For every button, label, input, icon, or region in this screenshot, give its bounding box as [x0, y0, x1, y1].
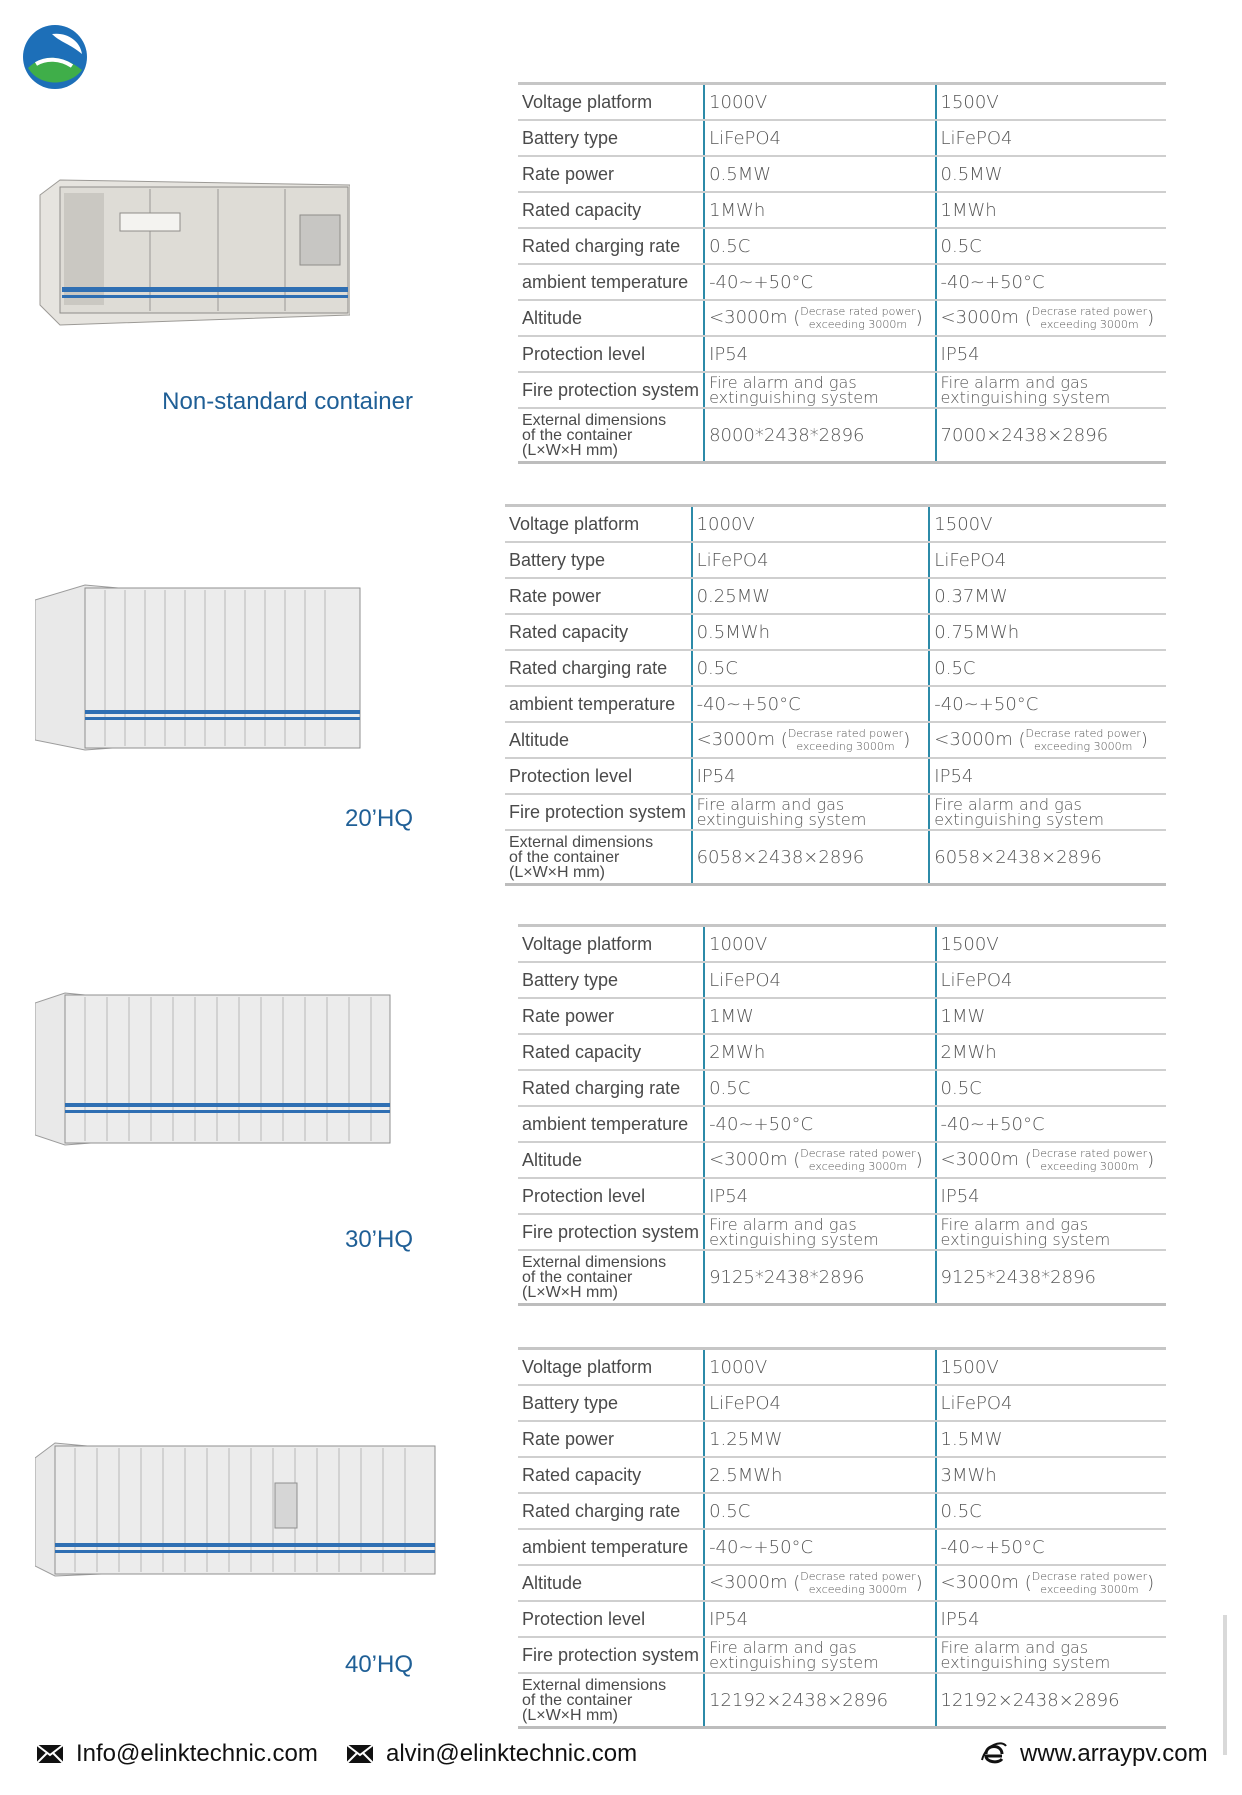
table-row: Battery type LiFePO4 LiFePO4 — [518, 120, 1166, 156]
table-row: Fire protection system Fire alarm and gas extinguishing system Fire alarm and gas extinguishing system — [505, 794, 1166, 830]
email-link[interactable]: alvin@elinktechnic.com — [386, 1740, 638, 1767]
footer — [0, 1732, 1242, 1782]
caption-20hq: 20’HQ — [344, 805, 413, 832]
table-row: Protection level IP54 IP54 — [518, 1601, 1166, 1637]
container-image-non-standard — [30, 175, 350, 330]
footer-website[interactable] — [980, 1740, 1208, 1768]
table-row: Fire protection system Fire alarm and gas extinguishing system Fire alarm and gas extinguishing system — [518, 1637, 1166, 1673]
table-row: ambient temperature -40~+50°C -40~+50°C — [518, 264, 1166, 300]
table-row: External dimensions of the container (L×W×H mm) 12192×2438×2896 12192×2438×2896 — [518, 1673, 1166, 1728]
spec-table-non-standard — [518, 82, 1166, 464]
table-row: Rated capacity 0.5MWh 0.75MWh — [505, 614, 1166, 650]
table-row: Voltage platform 1000V 1500V — [505, 506, 1166, 543]
website-link[interactable]: www.arraypv.com — [1020, 1740, 1208, 1767]
spec-table-20hq — [505, 504, 1166, 886]
email-link[interactable]: Info@elinktechnic.com — [76, 1740, 318, 1767]
table-row: External dimensions of the container (L×W×H mm) 6058×2438×2896 6058×2438×2896 — [505, 830, 1166, 885]
table-row: ambient temperature -40~+50°C -40~+50°C — [518, 1529, 1166, 1565]
caption-40hq: 40’HQ — [344, 1651, 413, 1678]
envelope-icon — [346, 1744, 374, 1764]
table-row: Battery type LiFePO4 LiFePO4 — [518, 962, 1166, 998]
table-row: Rated capacity 2.5MWh 3MWh — [518, 1457, 1166, 1493]
table-row: Rated capacity 2MWh 2MWh — [518, 1034, 1166, 1070]
table-row: Fire protection system Fire alarm and gas extinguishing system Fire alarm and gas extinguishing system — [518, 372, 1166, 408]
table-row: Battery type LiFePO4 LiFePO4 — [505, 542, 1166, 578]
table-row: Voltage platform 1000V 1500V — [518, 1349, 1166, 1386]
table-row: Altitude <3000m (Decrase rated power exceeding 3000m ) <3000m (Decrase rated power exceeding 3000m ) — [505, 722, 1166, 758]
table-row: Fire protection system Fire alarm and gas extinguishing system Fire alarm and gas extinguishing system — [518, 1214, 1166, 1250]
table-row: Altitude <3000m (Decrase rated power exceeding 3000m ) <3000m (Decrase rated power exceeding 3000m ) — [518, 300, 1166, 336]
footer-email-1[interactable] — [36, 1740, 318, 1768]
table-row: ambient temperature -40~+50°C -40~+50°C — [505, 686, 1166, 722]
table-row: Rated charging rate 0.5C 0.5C — [518, 1493, 1166, 1529]
table-row: Rate power 0.5MW 0.5MW — [518, 156, 1166, 192]
table-row: Protection level IP54 IP54 — [518, 336, 1166, 372]
table-row: ambient temperature -40~+50°C -40~+50°C — [518, 1106, 1166, 1142]
container-image-30hq — [35, 985, 395, 1150]
company-logo — [22, 24, 88, 90]
table-row: Protection level IP54 IP54 — [505, 758, 1166, 794]
container-image-20hq — [35, 580, 365, 755]
envelope-icon — [36, 1744, 64, 1764]
spec-table-40hq — [518, 1347, 1166, 1729]
table-row: Rate power 1MW 1MW — [518, 998, 1166, 1034]
table-row: Rated charging rate 0.5C 0.5C — [518, 1070, 1166, 1106]
table-row: Voltage platform 1000V 1500V — [518, 84, 1166, 121]
container-image-40hq — [35, 1438, 440, 1583]
table-row: Rated charging rate 0.5C 0.5C — [505, 650, 1166, 686]
table-row: Rated charging rate 0.5C 0.5C — [518, 228, 1166, 264]
table-row: External dimensions of the container (L×W×H mm) 9125*2438*2896 9125*2438*2896 — [518, 1250, 1166, 1305]
web-e-icon — [980, 1740, 1008, 1768]
footer-email-2[interactable] — [346, 1740, 637, 1768]
table-row: Protection level IP54 IP54 — [518, 1178, 1166, 1214]
table-row: Rate power 0.25MW 0.37MW — [505, 578, 1166, 614]
table-row: External dimensions of the container (L×W×H mm) 8000*2438*2896 7000×2438×2896 — [518, 408, 1166, 463]
caption-non-standard: Non-standard container — [162, 388, 413, 415]
table-row: Altitude <3000m (Decrase rated power exceeding 3000m ) <3000m (Decrase rated power exceeding 3000m ) — [518, 1565, 1166, 1601]
spec-table-30hq — [518, 924, 1166, 1306]
table-row: Rate power 1.25MW 1.5MW — [518, 1421, 1166, 1457]
table-row: Voltage platform 1000V 1500V — [518, 926, 1166, 963]
caption-30hq: 30’HQ — [344, 1226, 413, 1253]
table-row: Altitude <3000m (Decrase rated power exceeding 3000m ) <3000m (Decrase rated power exceeding 3000m ) — [518, 1142, 1166, 1178]
table-row: Rated capacity 1MWh 1MWh — [518, 192, 1166, 228]
table-row: Battery type LiFePO4 LiFePO4 — [518, 1385, 1166, 1421]
